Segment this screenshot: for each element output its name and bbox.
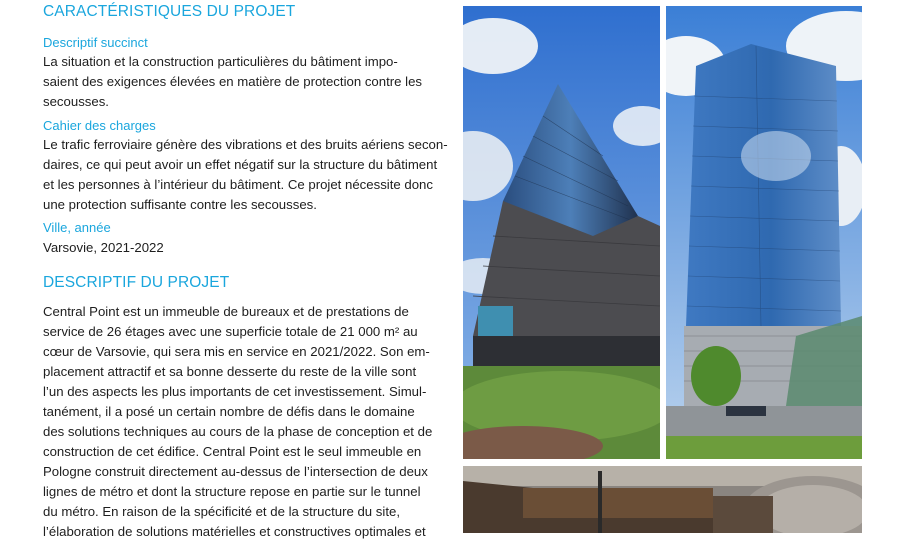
description-line: des solutions techniques au cours de la phase de conception et de — [43, 424, 433, 439]
description-heading: DESCRIPTIF DU PROJET — [43, 274, 230, 291]
spec-text — [43, 135, 448, 215]
building-photo-right — [666, 6, 862, 459]
characteristics-heading: CARACTÉRISTIQUES DU PROJET — [43, 3, 296, 20]
description-line: Central Point est un immeuble de bureaux et de prestations de — [43, 304, 409, 319]
spec-line: daires, ce qui peut avoir un effet négatif sur la structure du bâtiment — [43, 157, 438, 172]
description-line: construction de cet édifice. Central Point est le seul immeuble en — [43, 444, 422, 459]
spec-line: une protection suffisante contre les secousses. — [43, 197, 317, 212]
description-line: tanément, il a posé un certain nombre de défis dans le domaine — [43, 404, 415, 419]
construction-photo — [463, 466, 862, 533]
description-line: lignes de métro et dont la structure repose en partie sur le tunnel — [43, 484, 421, 499]
description-line: du métro. En raison de la spécificité et de la structure du site, — [43, 504, 400, 519]
building-photo-left — [463, 6, 660, 459]
city-value: Varsovie, 2021-2022 — [43, 240, 164, 255]
city-label: Ville, année — [43, 220, 111, 235]
description-line: placement attractif et sa bonne desserte du reste de la ville sont — [43, 364, 417, 379]
summary-text — [43, 52, 448, 112]
description-line: Pologne construit directement au-dessus de l’intersection de deux — [43, 464, 428, 479]
summary-line: secousses. — [43, 94, 109, 109]
summary-label: Descriptif succinct — [43, 35, 148, 50]
description-line: cœur de Varsovie, qui sera mis en service en 2021/2022. Son em- — [43, 344, 430, 359]
summary-line: La situation et la construction particulières du bâtiment impo- — [43, 54, 398, 69]
spec-line: et les personnes à l’intérieur du bâtiment. Ce projet nécessite donc — [43, 177, 433, 192]
description-line: l’un des aspects les plus importants de cet investissement. Simul- — [43, 384, 427, 399]
description-line: service de 26 étages avec une superficie totale de 21 000 m² au — [43, 324, 418, 339]
description-line: l’élaboration de solutions matérielles et constructives optimales et — [43, 524, 426, 539]
spec-label: Cahier des charges — [43, 118, 156, 133]
summary-line: saient des exigences élevées en matière de protection contre les — [43, 74, 422, 89]
description-text — [43, 302, 448, 542]
spec-line: Le trafic ferroviaire génère des vibrations et des bruits aériens secon- — [43, 137, 448, 152]
